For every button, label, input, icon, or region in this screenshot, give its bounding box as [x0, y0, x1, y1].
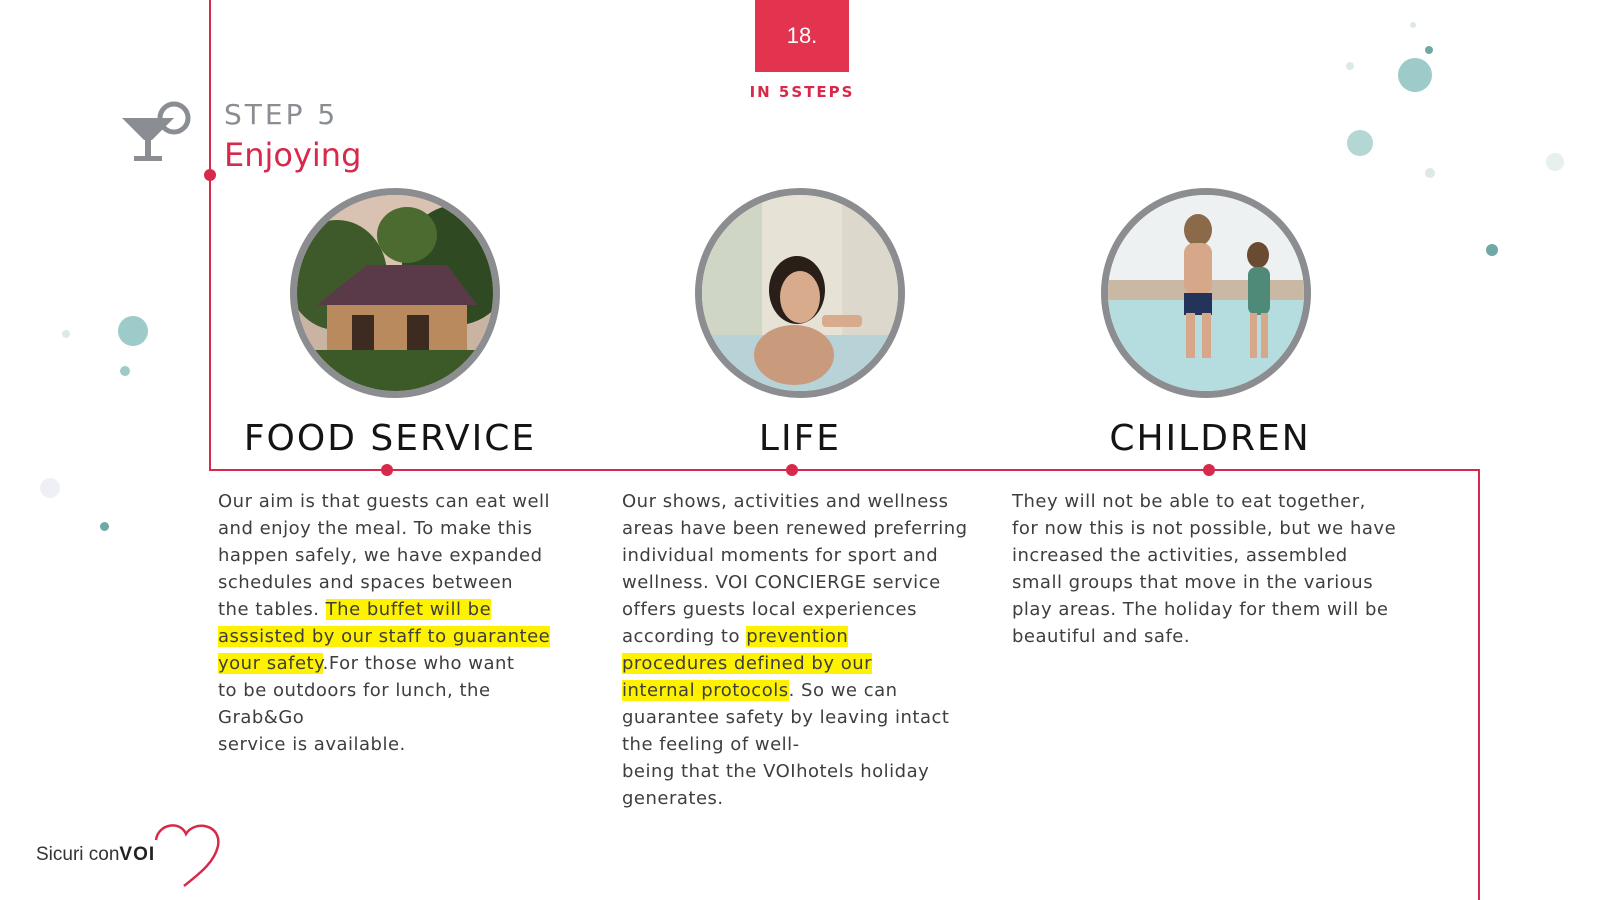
timeline-node-food — [381, 464, 393, 476]
column-title-food-service: FOOD SERVICE — [243, 418, 537, 459]
frame-line-left — [209, 0, 211, 470]
column-title-children: CHILDREN — [1109, 418, 1311, 459]
timeline-node-step — [204, 169, 216, 181]
highlighted-text: The buffet will be asssisted by our staff to guarantee your safety — [218, 599, 551, 674]
timeline-node-children — [1203, 464, 1215, 476]
column-text-food-service: Our aim is that guests can eat well and enjoy the meal. To make this happen safely, we have expanded schedules and spaces between the tables. The buffet will be asssisted by our staff to guarantee your safety.For those who want to be outdoors for lunch, the Grab&Go service is available. — [218, 491, 551, 755]
column-text-children: They will not be able to eat together, for now this is not possible, but we have increased the activities, assembled small groups that move in the various play areas. The holiday for them will be beautiful and safe. — [1012, 491, 1397, 647]
column-text-life: Our shows, activities and wellness areas have been renewed preferring individual moments for sport and wellness. VOI CONCIERGE service offers guests local experiences according to prevention procedures defined by our internal protocols. So we can guarantee safety by leaving intact the feeling of well- being that the VOIhotels holiday generates. — [622, 491, 968, 809]
frame-line-right — [1478, 469, 1480, 900]
column-title-life: LIFE — [758, 418, 842, 459]
page-number-badge: 18. — [755, 0, 849, 72]
children-beach-photo — [1101, 188, 1311, 398]
timeline-node-life — [786, 464, 798, 476]
highlighted-text: prevention procedures defined by our internal protocols — [622, 626, 873, 701]
frame-line-horizontal — [209, 469, 1479, 471]
step-title: Enjoying — [224, 136, 362, 174]
logo-brand: VOI — [119, 844, 156, 865]
logo-prefix: Sicuri con — [36, 844, 120, 865]
step-label: STEP 5 — [224, 98, 339, 131]
cocktail-icon — [122, 100, 194, 170]
page-subtitle: IN 5STEPS — [749, 83, 855, 101]
spa-pool-photo — [695, 188, 905, 398]
restaurant-garden-photo — [290, 188, 500, 398]
